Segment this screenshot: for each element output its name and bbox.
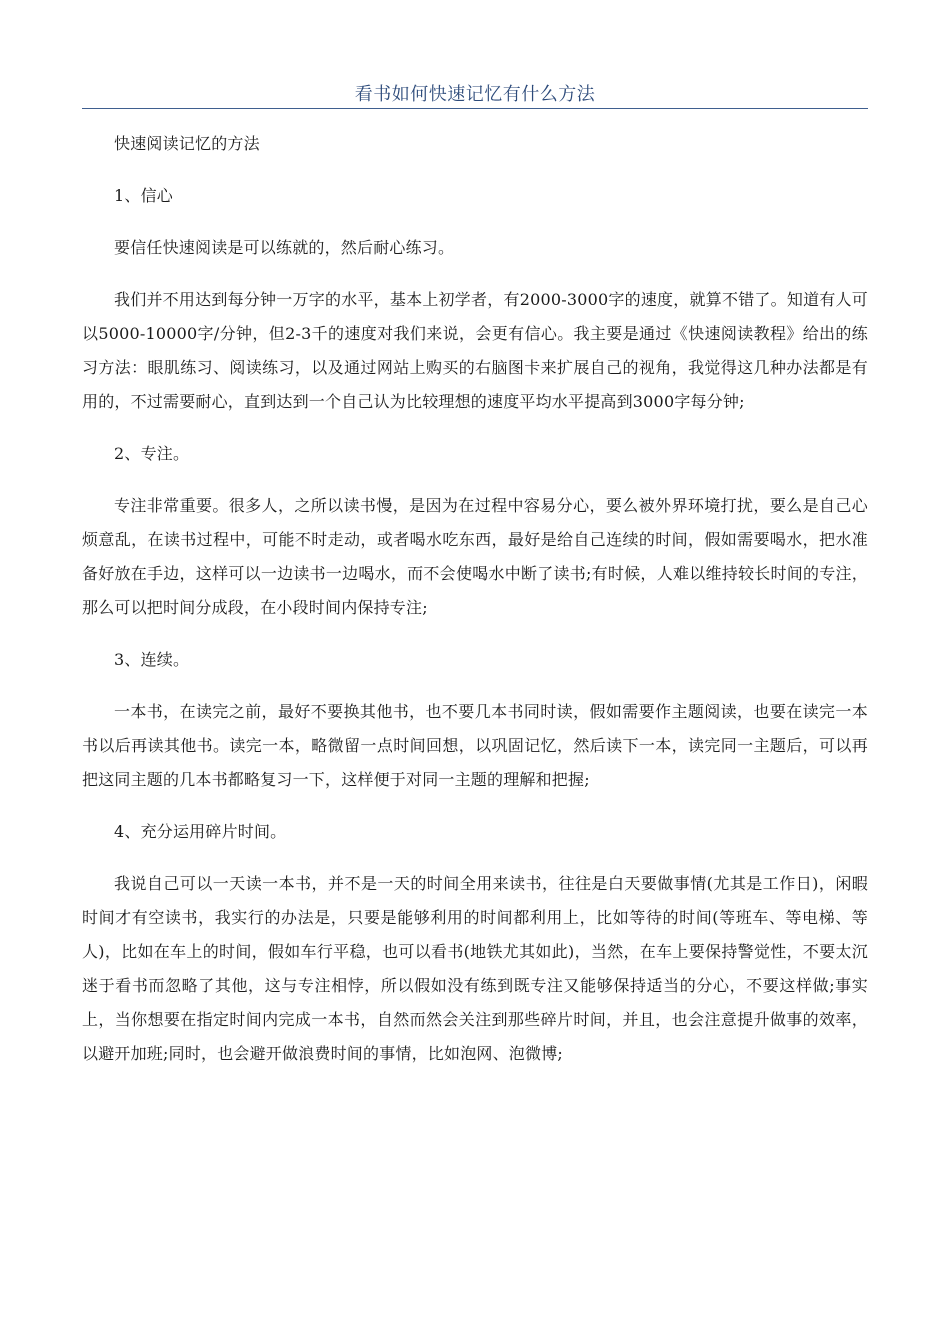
point-heading-focus: 2、专注。 xyxy=(114,444,190,463)
paragraph: 我们并不用达到每分钟一万字的水平，基本上初学者，有2000-3000字的速度，就算不错了。知道有人可以5000-10000字/分钟，但2-3千的速度对我们来说，会更有信心。我主要是通过《快速阅读教程》给出的练习方法：眼肌练习、阅读练习，以及通过网站上购买的右脑图卡来扩展自己的视角，我觉得这几种办法都是有用的，不过需要耐心，直到达到一个自己认为比较理想的速度平均水平提高到3000字每分钟; xyxy=(82,290,868,411)
point-heading-confidence: 1、信心 xyxy=(114,186,173,205)
paragraph: 专注非常重要。很多人，之所以读书慢，是因为在过程中容易分心，要么被外界环境打扰，要么是自己心烦意乱，在读书过程中，可能不时走动，或者喝水吃东西，最好是给自己连续的时间，假如需要喝水，把水准备好放在手边，这样可以一边读书一边喝水，而不会使喝水中断了读书;有时候，人难以维持较长时间的专注，那么可以把时间分成段，在小段时间内保持专注; xyxy=(82,496,868,617)
document-title: 看书如何快速记忆有什么方法 xyxy=(354,84,596,105)
paragraph: 我说自己可以一天读一本书，并不是一天的时间全用来读书，往往是白天要做事情(尤其是工作日)，闲暇时间才有空读书，我实行的办法是，只要是能够利用的时间都利用上，比如等待的时间(等班车、等电梯、等人)，比如在车上的时间，假如车行平稳，也可以看书(地铁尤其如此)，当然，在车上要保持警觉性，不要太沉迷于看书而忽略了其他，这与专注相悖，所以假如没有练到既专注又能够保持适当的分心，不要这样做;事实上，当你想要在指定时间内完成一本书，自然而然会关注到那些碎片时间，并且，也会注意提升做事的效率，以避开加班;同时，也会避开做浪费时间的事情，比如泡网、泡微博; xyxy=(82,874,868,1063)
section-title: 快速阅读记忆的方法 xyxy=(114,134,260,153)
paragraph: 要信任快速阅读是可以练就的，然后耐心练习。 xyxy=(114,238,455,257)
point-heading-fragment-time: 4、充分运用碎片时间。 xyxy=(114,822,287,841)
document-page xyxy=(82,0,868,1089)
document-header xyxy=(82,82,868,109)
paragraph: 一本书，在读完之前，最好不要换其他书，也不要几本书同时读，假如需要作主题阅读，也要在读完一本书以后再读其他书。读完一本，略微留一点时间回想，以巩固记忆，然后读下一本，读完同一主题后，可以再把这同主题的几本书都略复习一下，这样便于对同一主题的理解和把握; xyxy=(82,702,868,789)
point-heading-continuity: 3、连续。 xyxy=(114,650,190,669)
document-body xyxy=(82,127,868,1071)
